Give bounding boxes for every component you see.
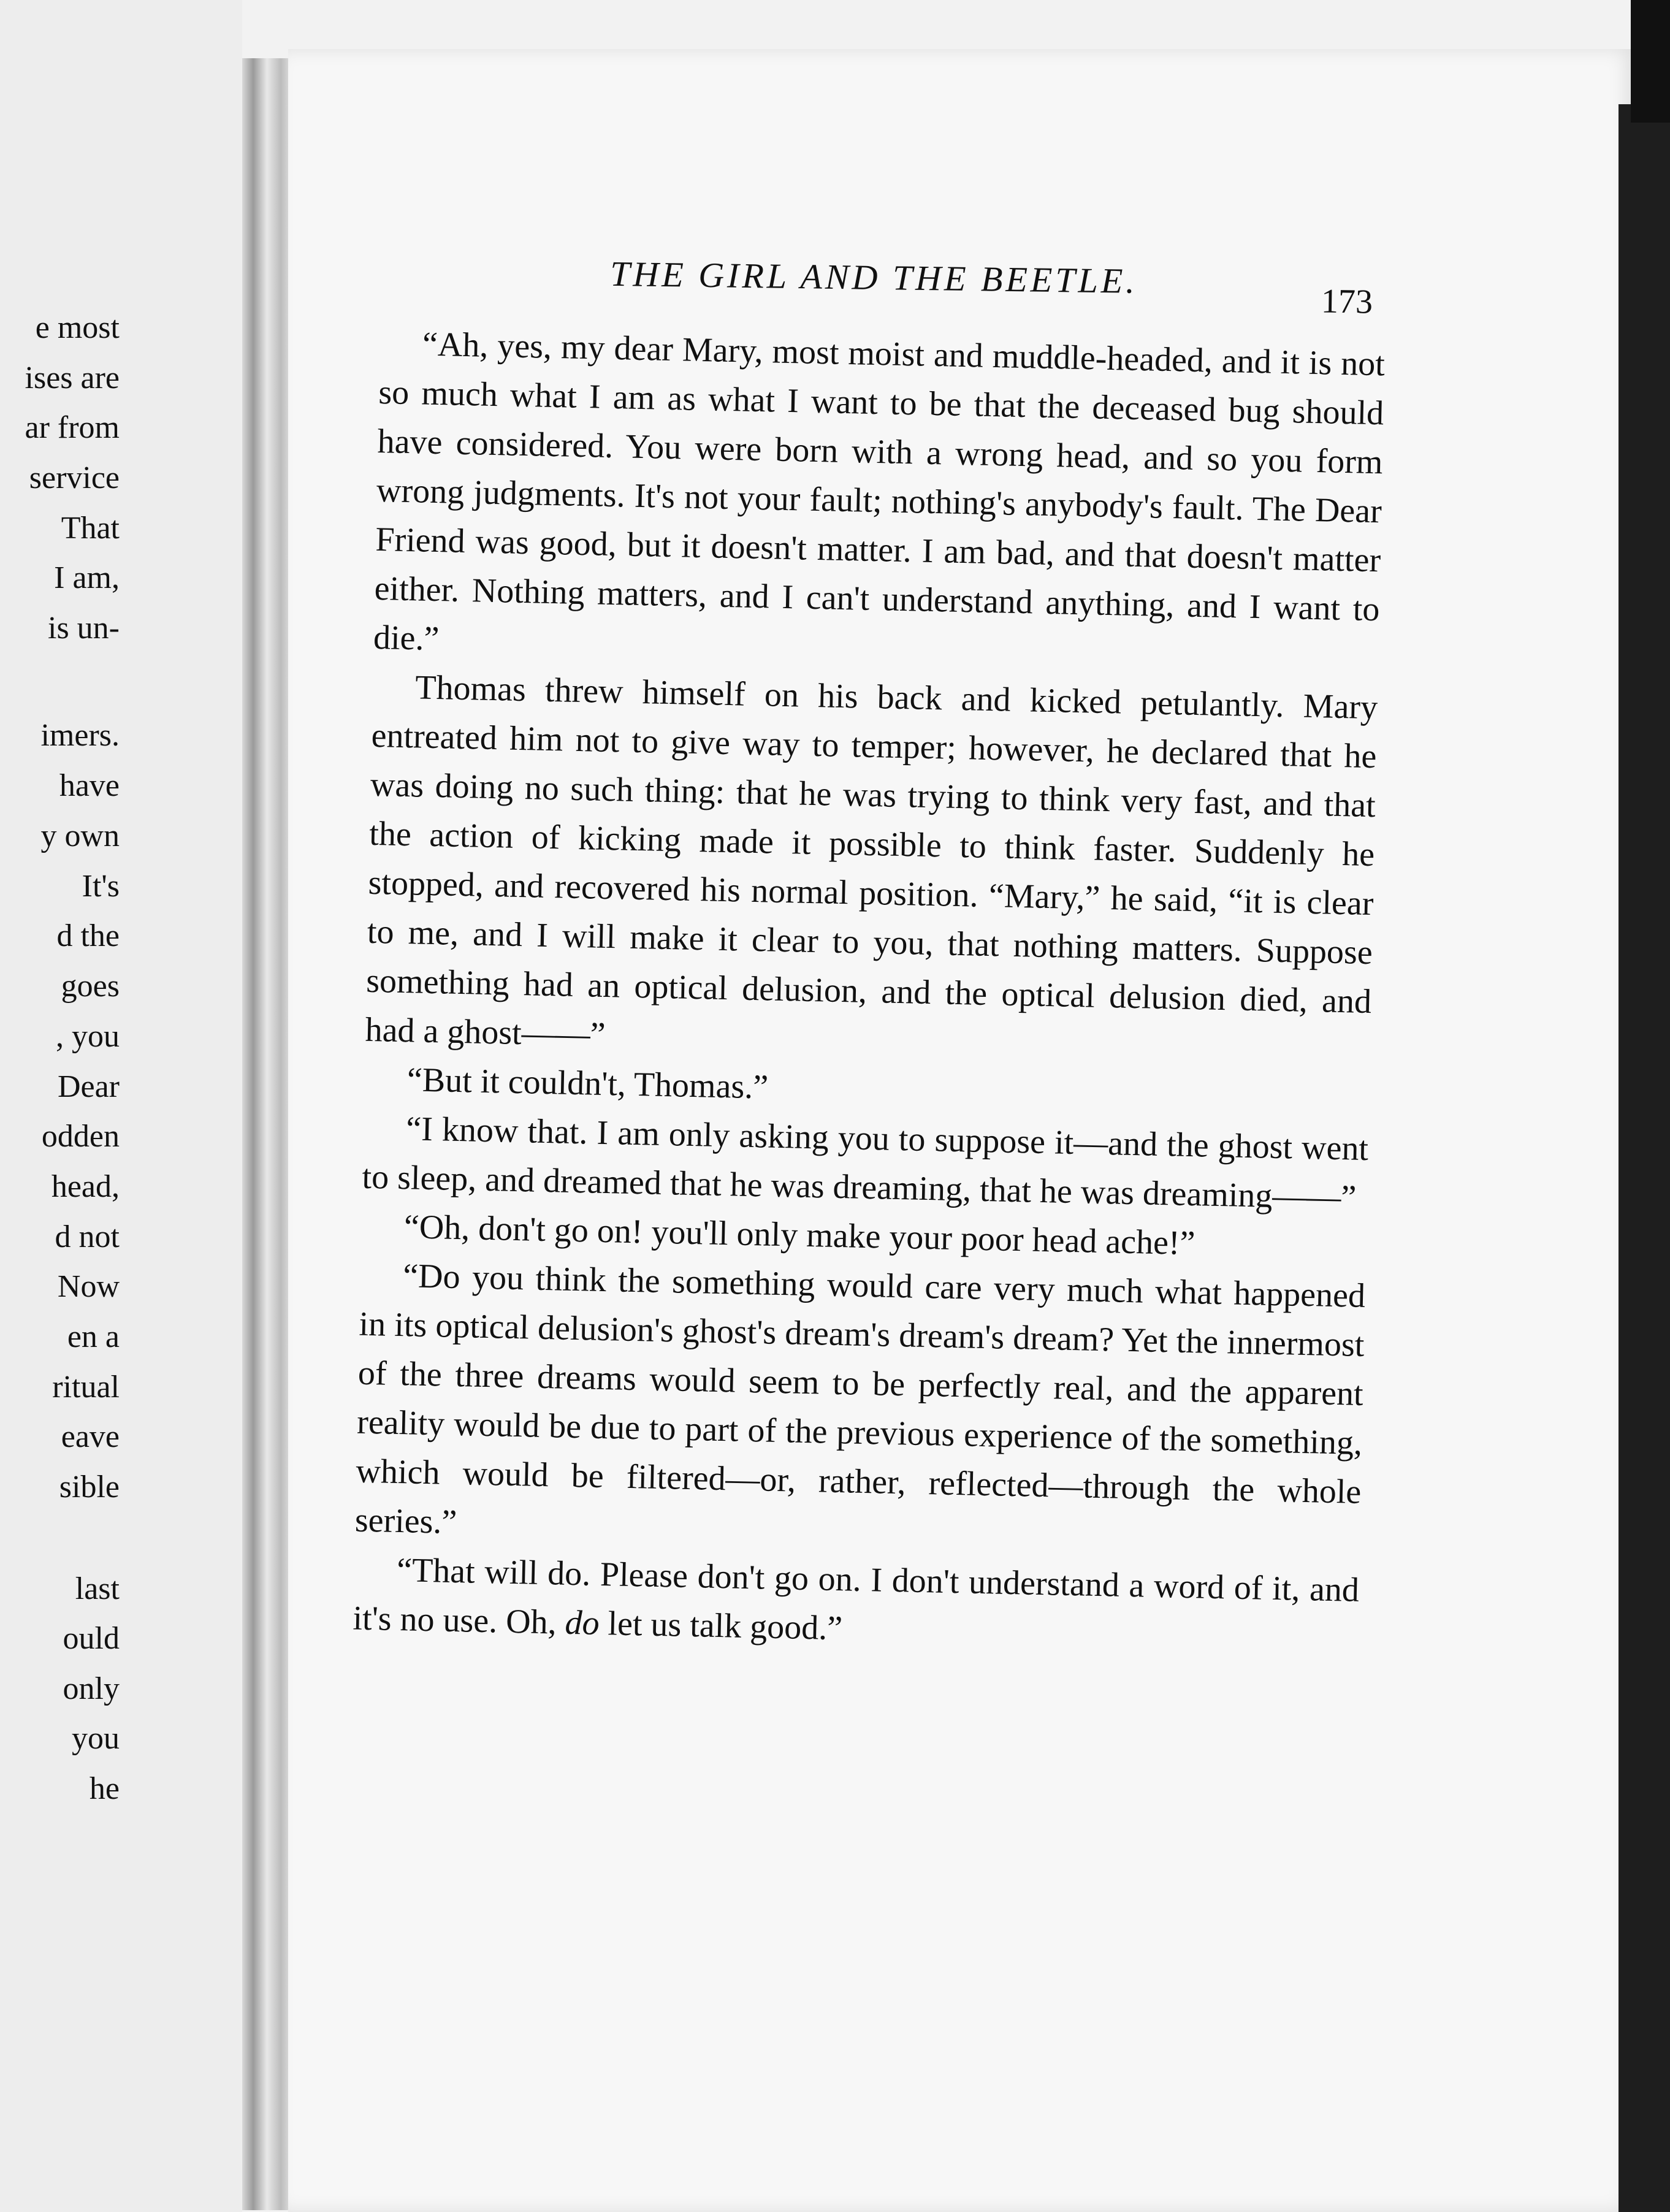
- left-line: only: [63, 1671, 120, 1706]
- scan-border: [1631, 0, 1670, 123]
- paragraph: Thomas threw himself on his back and kicked petulantly. Mary entreated him not to give way to temper; however, he declared that he was doing no such thing: that he was trying to think very fast, and that the action of kicking made it possible to think faster. Suddenly he stopped, and recovered his normal position. “Mary,” he said, “it is clear to me, and I will make it clear to you, that nothing matters. Suppose something had an optical delusion, and the optical delusion died, and had a ghost——”: [365, 668, 1378, 1054]
- left-line: service: [29, 460, 120, 495]
- left-line: ritual: [52, 1370, 120, 1405]
- page-edge: [1619, 104, 1670, 2212]
- left-line: d the: [56, 918, 120, 953]
- left-line: y own: [40, 818, 120, 853]
- paragraph: “Do you think the something would care very much what happened in its optical delusion's ghost's dream's dream's dream? Yet the innermost of the three dreams would seem to be perfectly real, and the apparent reality would be due to part of the previous experience of the something, which would be filtered—or, rather, reflected—through the whole series.”: [354, 1257, 1366, 1542]
- body-text: [347, 319, 1385, 1909]
- left-line: I am,: [54, 560, 120, 595]
- left-line: Dear: [57, 1069, 120, 1104]
- left-line: goes: [61, 969, 120, 1004]
- left-line: imers.: [40, 718, 120, 753]
- left-line: It's: [82, 869, 120, 904]
- left-page: [0, 0, 242, 2212]
- left-line: ises are: [25, 360, 120, 395]
- left-line: e most: [35, 310, 120, 345]
- left-line: is un-: [48, 611, 120, 646]
- running-head: THE GIRL AND THE BEETLE.: [609, 253, 1138, 301]
- last-paragraph: [353, 1545, 1360, 1664]
- paragraph: “I know that. I am only asking you to suppose it—and the ghost went to sleep, and dreamed that he was dreaming, that he was dreaming——”: [362, 1110, 1369, 1217]
- left-line: head,: [51, 1169, 120, 1204]
- left-line: That: [61, 511, 120, 546]
- left-line: odden: [41, 1119, 120, 1154]
- emphasis-word: do: [564, 1603, 600, 1642]
- left-line: en a: [67, 1319, 120, 1354]
- left-line: , you: [56, 1019, 120, 1054]
- left-line: you: [72, 1721, 120, 1756]
- left-line: eave: [61, 1419, 120, 1454]
- paragraph: “But it couldn't, Thomas.”: [406, 1061, 769, 1107]
- left-line: sible: [59, 1470, 120, 1505]
- left-line: Now: [57, 1269, 120, 1304]
- left-line: last: [75, 1571, 120, 1606]
- left-line: ar from: [25, 410, 120, 445]
- last-paragraph-end: let us talk good.”: [598, 1604, 843, 1648]
- left-page-text: [0, 0, 242, 2212]
- paragraph: “Oh, don't go on! you'll only make your poor head ache!”: [403, 1208, 1196, 1263]
- paragraph: “Ah, yes, my dear Mary, most moist and muddle-headed, and it is not so much what I am as what I want to be that the deceased bug should have considered. You were born with a wrong head, and so you form wrong judgments. It's not your fault; nothing's anybody's fault. The Dear Friend was good, but it doesn't matter. I am bad, and that doesn't matter either. Nothing matters, and I can't understand anything, and I want to die.”: [373, 325, 1386, 658]
- left-line: ould: [63, 1621, 120, 1656]
- left-line: d not: [55, 1219, 120, 1254]
- left-line: he: [89, 1771, 120, 1806]
- last-paragraph-text: “That will do. Please don't go on. I don't understand a word of it, and it's no use. Oh,: [352, 1551, 1360, 1642]
- left-line: have: [59, 768, 120, 803]
- page-number: 173: [1321, 282, 1373, 321]
